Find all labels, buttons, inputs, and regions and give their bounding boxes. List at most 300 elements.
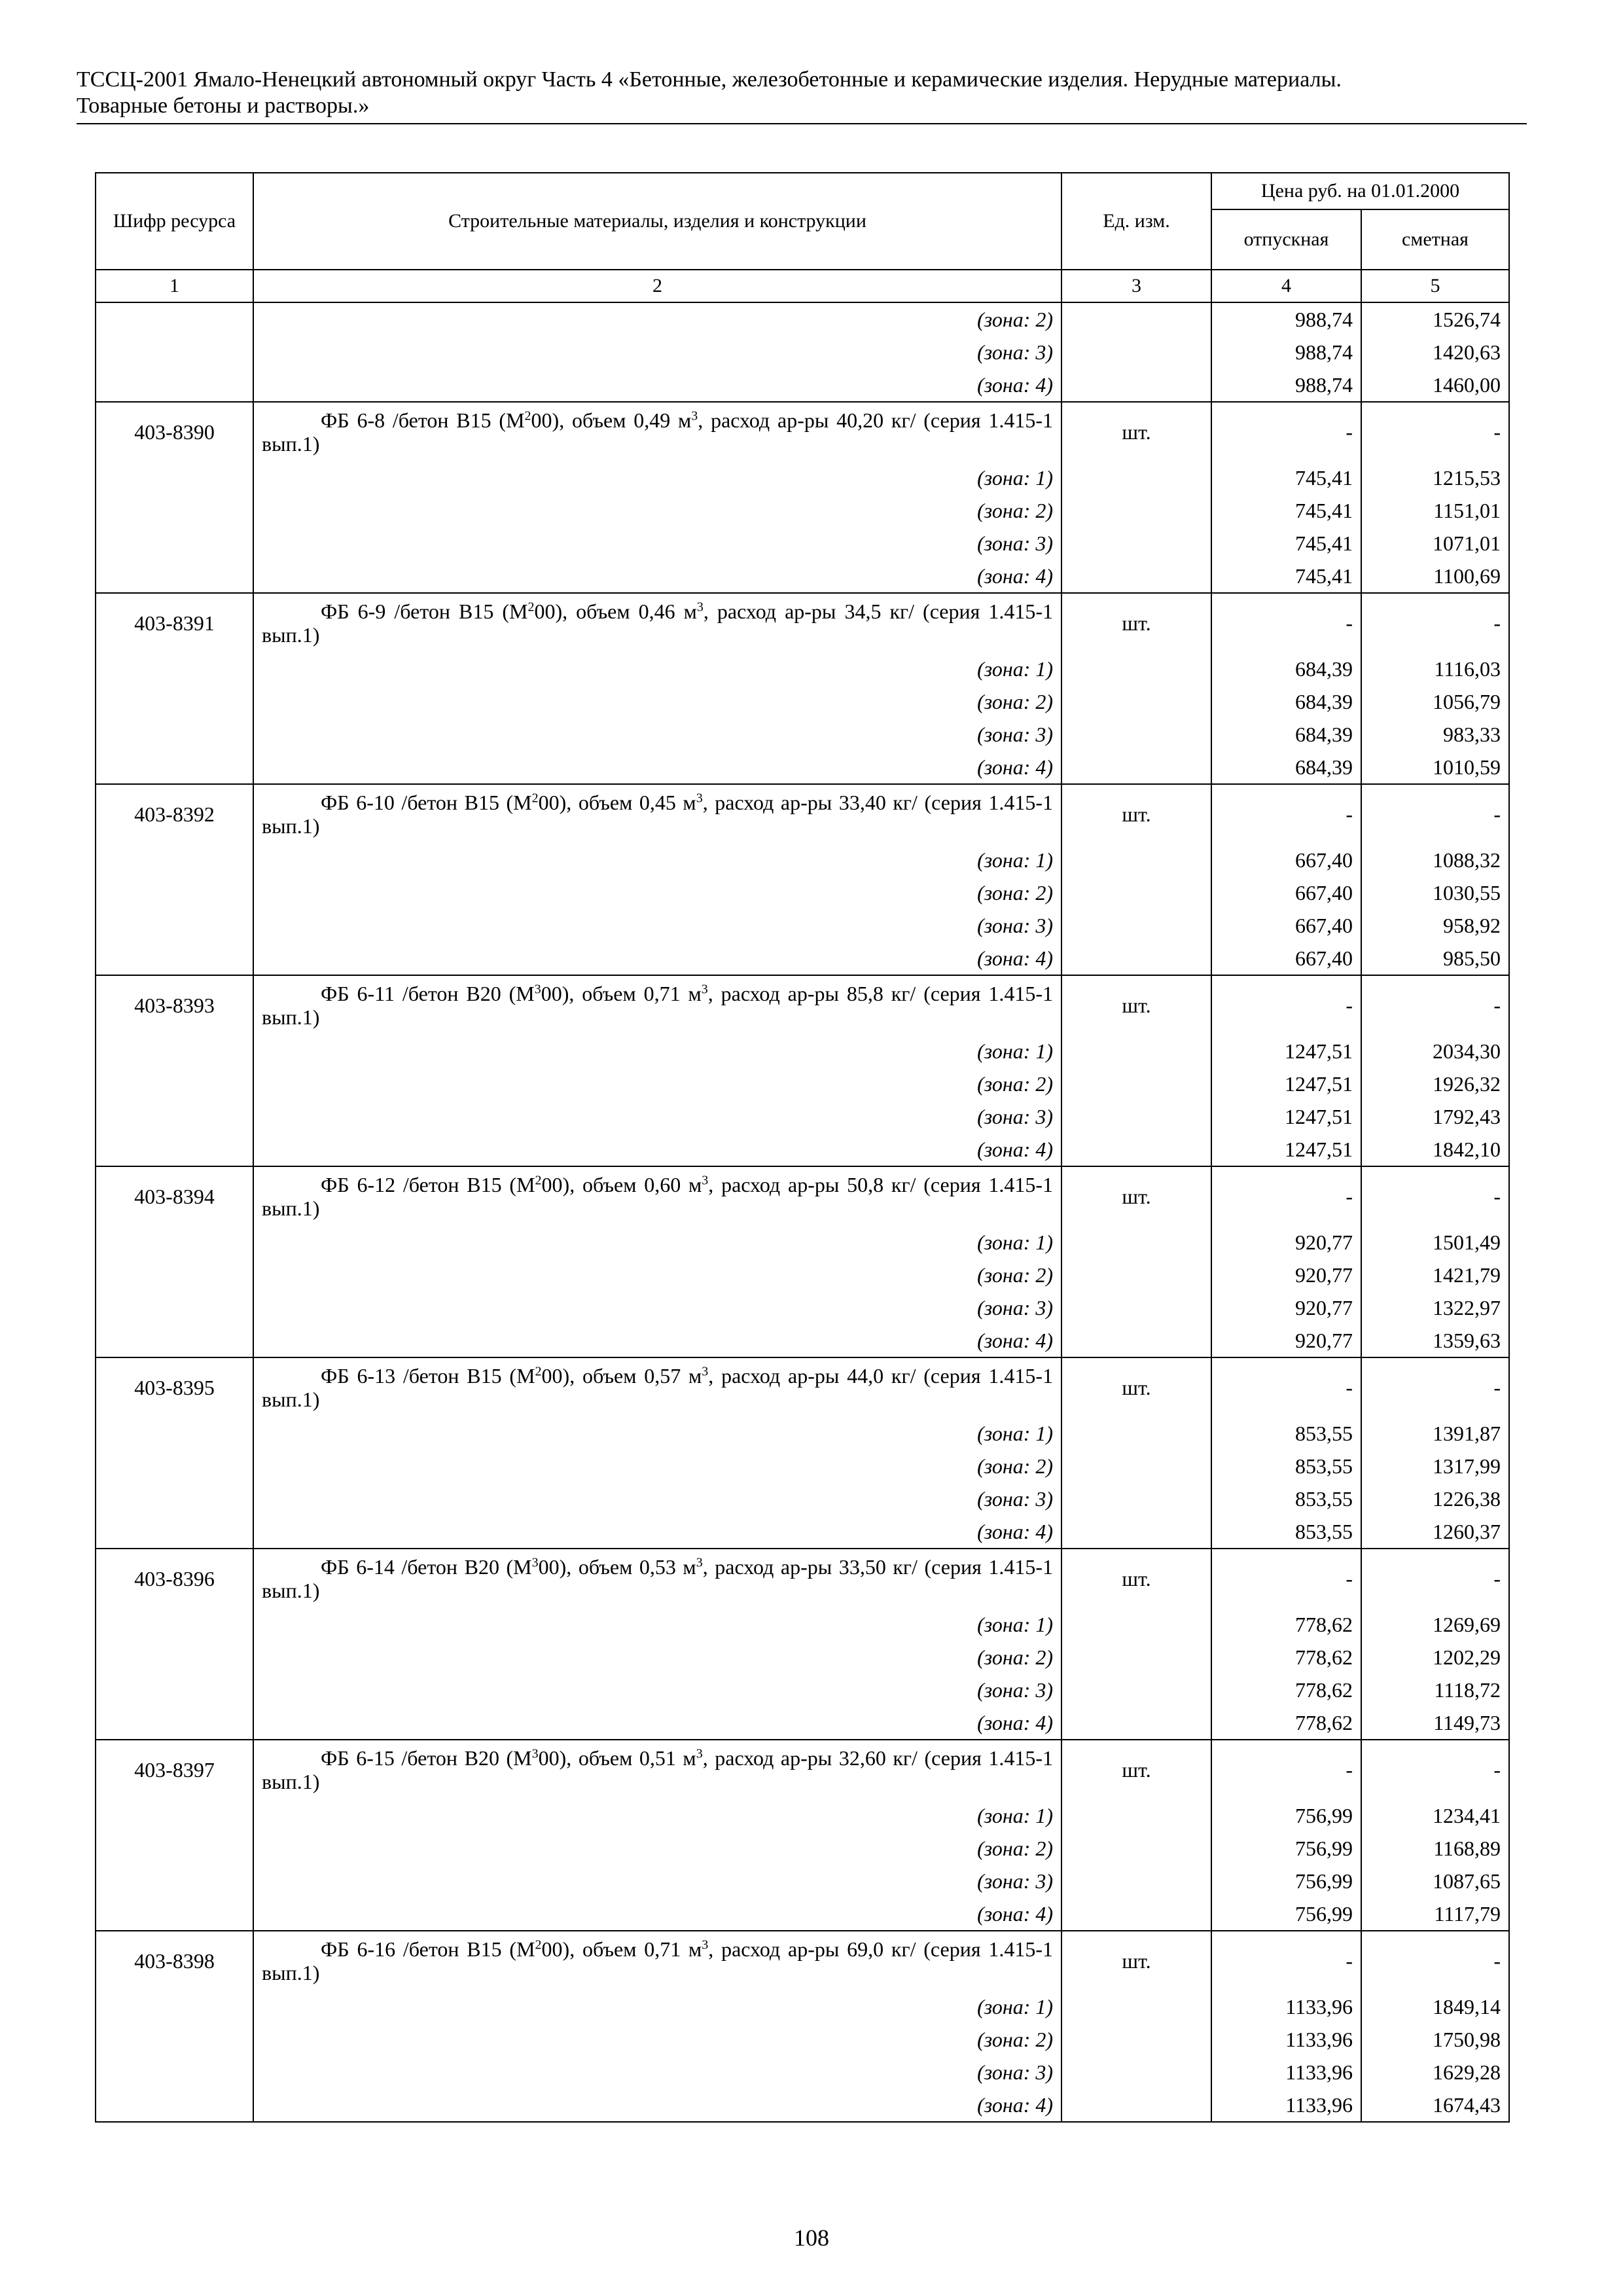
zone-price-row xyxy=(96,1674,1509,1706)
release-price: 853,55 xyxy=(1211,1417,1361,1450)
unit-cell-empty xyxy=(1061,336,1211,368)
zone-label: (зона: 1) xyxy=(253,1035,1061,1067)
release-price: 1247,51 xyxy=(1211,1067,1361,1100)
unit-cell-empty xyxy=(1061,302,1211,336)
name-part: 00), объем 0,71 м xyxy=(541,1937,702,1961)
zone-label: (зона: 4) xyxy=(253,1706,1061,1740)
resource-name xyxy=(253,402,1061,461)
zone-label: (зона: 2) xyxy=(253,302,1061,336)
release-price: - xyxy=(1211,1931,1361,1990)
name-part: , расход ар-ры 50,8 кг/ (серия 1.415-1 вып.1) xyxy=(262,1173,1054,1220)
name-part: , расход ар-ры 33,50 кг/ (серия 1.415-1 вып.1) xyxy=(262,1555,1054,1602)
release-price: 667,40 xyxy=(1211,844,1361,876)
zone-label: (зона: 1) xyxy=(253,653,1061,685)
zone-label: (зона: 1) xyxy=(253,1990,1061,2023)
release-price: 920,77 xyxy=(1211,1259,1361,1291)
header-estimate-price: сметная xyxy=(1361,209,1509,270)
zone-label: (зона: 4) xyxy=(253,560,1061,593)
release-price: 684,39 xyxy=(1211,685,1361,718)
unit: шт. xyxy=(1061,1357,1211,1417)
name-part: ФБ 6-11 /бетон В20 (М xyxy=(321,982,535,1005)
release-price: 1247,51 xyxy=(1211,1035,1361,1067)
header-name: Строительные материалы, изделия и конструкции xyxy=(253,173,1061,270)
unit-cell-empty xyxy=(1061,1865,1211,1897)
table-header xyxy=(96,173,1509,302)
zone-label: (зона: 3) xyxy=(253,1865,1061,1897)
name-part: , расход ар-ры 33,40 кг/ (серия 1.415-1 вып.1) xyxy=(262,791,1054,838)
estimate-price: 1100,69 xyxy=(1361,560,1509,593)
estimate-price: 1151,01 xyxy=(1361,494,1509,527)
estimate-price: 1116,03 xyxy=(1361,653,1509,685)
unit-cell-empty xyxy=(1061,494,1211,527)
column-number-row xyxy=(96,270,1509,302)
name-part: , расход ар-ры 44,0 кг/ (серия 1.415-1 вып.1) xyxy=(262,1364,1054,1411)
zone-price-row xyxy=(96,368,1509,402)
release-price: 988,74 xyxy=(1211,368,1361,402)
code-cell-empty xyxy=(96,2023,253,2056)
release-price: - xyxy=(1211,1357,1361,1417)
code-cell-empty xyxy=(96,1706,253,1740)
unit: шт. xyxy=(1061,1166,1211,1226)
zone-price-row xyxy=(96,302,1509,336)
zone-label: (зона: 4) xyxy=(253,942,1061,975)
release-price: - xyxy=(1211,1549,1361,1608)
estimate-price: 1087,65 xyxy=(1361,1865,1509,1897)
estimate-price: - xyxy=(1361,1166,1509,1226)
name-part: 00), объем 0,49 м xyxy=(531,408,692,432)
zone-price-row xyxy=(96,844,1509,876)
resource-code: 403-8391 xyxy=(96,593,253,653)
unit-cell-empty xyxy=(1061,1226,1211,1259)
zone-price-row xyxy=(96,1608,1509,1641)
zone-price-row xyxy=(96,909,1509,942)
zone-price-row xyxy=(96,1035,1509,1067)
release-price: - xyxy=(1211,1166,1361,1226)
unit-cell-empty xyxy=(1061,1100,1211,1133)
zone-label: (зона: 1) xyxy=(253,1608,1061,1641)
resource-code: 403-8395 xyxy=(96,1357,253,1417)
resource-code: 403-8393 xyxy=(96,975,253,1035)
superscript: 2 xyxy=(531,791,539,806)
release-price: - xyxy=(1211,1740,1361,1799)
column-number: 1 xyxy=(96,270,253,302)
estimate-price: 1420,63 xyxy=(1361,336,1509,368)
resource-row xyxy=(96,1740,1509,1799)
unit-cell-empty xyxy=(1061,1067,1211,1100)
name-part: ФБ 6-16 /бетон В15 (М xyxy=(321,1937,535,1961)
code-cell-empty xyxy=(96,685,253,718)
estimate-price: 1750,98 xyxy=(1361,2023,1509,2056)
column-number: 3 xyxy=(1061,270,1211,302)
zone-price-row xyxy=(96,1291,1509,1324)
zone-price-row xyxy=(96,876,1509,909)
zone-label: (зона: 3) xyxy=(253,718,1061,751)
code-cell-empty xyxy=(96,560,253,593)
header-line-2: Товарные бетоны и растворы.» xyxy=(77,94,370,118)
code-cell-empty xyxy=(96,844,253,876)
release-price: 1133,96 xyxy=(1211,2056,1361,2089)
unit-cell-empty xyxy=(1061,461,1211,494)
code-cell-empty xyxy=(96,1608,253,1641)
release-price: 778,62 xyxy=(1211,1706,1361,1740)
release-price: 988,74 xyxy=(1211,302,1361,336)
name-part: 00), объем 0,46 м xyxy=(534,600,697,623)
unit-cell-empty xyxy=(1061,1259,1211,1291)
release-price: - xyxy=(1211,402,1361,461)
code-cell-empty xyxy=(96,1832,253,1865)
superscript: 3 xyxy=(691,408,698,423)
estimate-price: 1842,10 xyxy=(1361,1133,1509,1166)
unit: шт. xyxy=(1061,402,1211,461)
resource-name xyxy=(253,784,1061,844)
release-price: - xyxy=(1211,975,1361,1035)
zone-price-row xyxy=(96,1226,1509,1259)
code-cell-empty xyxy=(96,942,253,975)
release-price: 988,74 xyxy=(1211,336,1361,368)
estimate-price: 1421,79 xyxy=(1361,1259,1509,1291)
estimate-price: 1030,55 xyxy=(1361,876,1509,909)
superscript: 3 xyxy=(702,1937,709,1952)
resource-name xyxy=(253,1931,1061,1990)
estimate-price: 1234,41 xyxy=(1361,1799,1509,1832)
resource-code: 403-8398 xyxy=(96,1931,253,1990)
code-cell-empty xyxy=(96,1515,253,1549)
release-price: 853,55 xyxy=(1211,1482,1361,1515)
unit-cell-empty xyxy=(1061,527,1211,560)
zone-label: (зона: 1) xyxy=(253,1417,1061,1450)
table-body xyxy=(96,302,1509,2122)
zone-label: (зона: 2) xyxy=(253,1067,1061,1100)
price-table xyxy=(95,172,1510,2123)
zone-label: (зона: 2) xyxy=(253,1259,1061,1291)
estimate-price: 1526,74 xyxy=(1361,302,1509,336)
superscript: 3 xyxy=(534,982,541,997)
header-release-price: отпускная xyxy=(1211,209,1361,270)
superscript: 2 xyxy=(535,1173,542,1188)
unit-cell-empty xyxy=(1061,1417,1211,1450)
code-cell-empty xyxy=(96,1417,253,1450)
code-cell-empty xyxy=(96,1100,253,1133)
zone-label: (зона: 3) xyxy=(253,1674,1061,1706)
estimate-price: 1215,53 xyxy=(1361,461,1509,494)
name-part: ФБ 6-8 /бетон В15 (М xyxy=(321,408,525,432)
estimate-price: 1118,72 xyxy=(1361,1674,1509,1706)
release-price: 1247,51 xyxy=(1211,1100,1361,1133)
estimate-price: 1391,87 xyxy=(1361,1417,1509,1450)
name-part: ФБ 6-15 /бетон В20 (М xyxy=(321,1746,532,1770)
code-cell-empty xyxy=(96,653,253,685)
estimate-price: - xyxy=(1361,593,1509,653)
zone-label: (зона: 1) xyxy=(253,461,1061,494)
zone-label: (зона: 1) xyxy=(253,1799,1061,1832)
column-number: 5 xyxy=(1361,270,1509,302)
code-cell-empty xyxy=(96,302,253,336)
estimate-price: - xyxy=(1361,402,1509,461)
unit-cell-empty xyxy=(1061,653,1211,685)
estimate-price: 1117,79 xyxy=(1361,1897,1509,1931)
zone-label: (зона: 2) xyxy=(253,1641,1061,1674)
estimate-price: 1168,89 xyxy=(1361,1832,1509,1865)
code-cell-empty xyxy=(96,1897,253,1931)
resource-name xyxy=(253,975,1061,1035)
column-number: 4 xyxy=(1211,270,1361,302)
release-price: 756,99 xyxy=(1211,1832,1361,1865)
zone-price-row xyxy=(96,718,1509,751)
resource-name xyxy=(253,593,1061,653)
unit-cell-empty xyxy=(1061,1990,1211,2023)
zone-price-row xyxy=(96,1706,1509,1740)
unit-cell-empty xyxy=(1061,876,1211,909)
zone-price-row xyxy=(96,1450,1509,1482)
zone-price-row xyxy=(96,1897,1509,1931)
code-cell-empty xyxy=(96,1450,253,1482)
unit-cell-empty xyxy=(1061,718,1211,751)
column-number: 2 xyxy=(253,270,1061,302)
release-price: 1133,96 xyxy=(1211,1990,1361,2023)
estimate-price: - xyxy=(1361,784,1509,844)
zone-label: (зона: 4) xyxy=(253,1515,1061,1549)
release-price: 667,40 xyxy=(1211,876,1361,909)
release-price: 684,39 xyxy=(1211,751,1361,784)
zone-label: (зона: 3) xyxy=(253,527,1061,560)
zone-price-row xyxy=(96,1067,1509,1100)
estimate-price: 1501,49 xyxy=(1361,1226,1509,1259)
estimate-price: 1269,69 xyxy=(1361,1608,1509,1641)
zone-price-row xyxy=(96,1259,1509,1291)
zone-price-row xyxy=(96,685,1509,718)
superscript: 2 xyxy=(535,1937,542,1952)
estimate-price: - xyxy=(1361,1740,1509,1799)
superscript: 3 xyxy=(701,982,708,997)
superscript: 3 xyxy=(696,1555,703,1570)
release-price: 778,62 xyxy=(1211,1674,1361,1706)
zone-price-row xyxy=(96,1100,1509,1133)
code-cell-empty xyxy=(96,336,253,368)
zone-label: (зона: 3) xyxy=(253,1482,1061,1515)
code-cell-empty xyxy=(96,1259,253,1291)
zone-price-row xyxy=(96,1799,1509,1832)
release-price: 853,55 xyxy=(1211,1450,1361,1482)
code-cell-empty xyxy=(96,494,253,527)
unit: шт. xyxy=(1061,1931,1211,1990)
resource-row xyxy=(96,975,1509,1035)
unit-cell-empty xyxy=(1061,560,1211,593)
release-price: 684,39 xyxy=(1211,653,1361,685)
resource-code: 403-8394 xyxy=(96,1166,253,1226)
zone-label: (зона: 2) xyxy=(253,685,1061,718)
resource-row xyxy=(96,1166,1509,1226)
unit: шт. xyxy=(1061,784,1211,844)
estimate-price: 1149,73 xyxy=(1361,1706,1509,1740)
unit-cell-empty xyxy=(1061,1897,1211,1931)
estimate-price: 985,50 xyxy=(1361,942,1509,975)
unit-cell-empty xyxy=(1061,1515,1211,1549)
superscript: 3 xyxy=(696,1746,703,1761)
zone-price-row xyxy=(96,653,1509,685)
header-unit: Ед. изм. xyxy=(1061,173,1211,270)
estimate-price: 1322,97 xyxy=(1361,1291,1509,1324)
estimate-price: 1010,59 xyxy=(1361,751,1509,784)
unit-cell-empty xyxy=(1061,1450,1211,1482)
resource-code: 403-8396 xyxy=(96,1549,253,1608)
unit-cell-empty xyxy=(1061,1291,1211,1324)
zone-label: (зона: 4) xyxy=(253,1133,1061,1166)
release-price: 853,55 xyxy=(1211,1515,1361,1549)
release-price: 745,41 xyxy=(1211,560,1361,593)
name-part: , расход ар-ры 32,60 кг/ (серия 1.415-1 вып.1) xyxy=(262,1746,1054,1793)
zone-label: (зона: 2) xyxy=(253,876,1061,909)
name-part: 00), объем 0,53 м xyxy=(538,1555,696,1579)
name-part: , расход ар-ры 34,5 кг/ (серия 1.415-1 вып.1) xyxy=(262,600,1053,647)
resource-row xyxy=(96,784,1509,844)
estimate-price: 1674,43 xyxy=(1361,2089,1509,2122)
zone-label: (зона: 4) xyxy=(253,1897,1061,1931)
resource-code: 403-8390 xyxy=(96,402,253,461)
unit-cell-empty xyxy=(1061,2089,1211,2122)
name-part: , расход ар-ры 69,0 кг/ (серия 1.415-1 вып.1) xyxy=(262,1937,1054,1984)
code-cell-empty xyxy=(96,1226,253,1259)
release-price: - xyxy=(1211,784,1361,844)
zone-price-row xyxy=(96,560,1509,593)
resource-name xyxy=(253,1166,1061,1226)
name-part: ФБ 6-10 /бетон В15 (М xyxy=(321,791,532,814)
estimate-price: 1260,37 xyxy=(1361,1515,1509,1549)
estimate-price: 1317,99 xyxy=(1361,1450,1509,1482)
header-divider xyxy=(77,123,1527,124)
zone-price-row xyxy=(96,494,1509,527)
code-cell-empty xyxy=(96,1035,253,1067)
code-cell-empty xyxy=(96,751,253,784)
zone-price-row xyxy=(96,1324,1509,1357)
unit: шт. xyxy=(1061,1549,1211,1608)
estimate-price: 1202,29 xyxy=(1361,1641,1509,1674)
zone-label: (зона: 4) xyxy=(253,368,1061,402)
unit-cell-empty xyxy=(1061,1133,1211,1166)
release-price: 756,99 xyxy=(1211,1897,1361,1931)
name-part: 00), объем 0,57 м xyxy=(541,1364,702,1388)
zone-label: (зона: 2) xyxy=(253,1832,1061,1865)
code-cell-empty xyxy=(96,718,253,751)
name-part: , расход ар-ры 40,20 кг/ (серия 1.415-1 вып.1) xyxy=(262,408,1054,456)
unit: шт. xyxy=(1061,975,1211,1035)
unit: шт. xyxy=(1061,1740,1211,1799)
release-price: 1133,96 xyxy=(1211,2023,1361,2056)
name-part: ФБ 6-9 /бетон В15 (М xyxy=(321,600,528,623)
estimate-price: 1071,01 xyxy=(1361,527,1509,560)
release-price: 667,40 xyxy=(1211,942,1361,975)
zone-price-row xyxy=(96,2089,1509,2122)
code-cell-empty xyxy=(96,1482,253,1515)
code-cell-empty xyxy=(96,2056,253,2089)
resource-row xyxy=(96,1549,1509,1608)
resource-row xyxy=(96,1357,1509,1417)
estimate-price: - xyxy=(1361,1931,1509,1990)
unit-cell-empty xyxy=(1061,1608,1211,1641)
release-price: 756,99 xyxy=(1211,1799,1361,1832)
release-price: 1247,51 xyxy=(1211,1133,1361,1166)
unit-cell-empty xyxy=(1061,1706,1211,1740)
zone-price-row xyxy=(96,527,1509,560)
unit-cell-empty xyxy=(1061,1832,1211,1865)
code-cell-empty xyxy=(96,527,253,560)
code-cell-empty xyxy=(96,461,253,494)
name-part: ФБ 6-12 /бетон В15 (М xyxy=(321,1173,535,1196)
unit: шт. xyxy=(1061,593,1211,653)
zone-label: (зона: 2) xyxy=(253,2023,1061,2056)
estimate-price: 1926,32 xyxy=(1361,1067,1509,1100)
estimate-price: 958,92 xyxy=(1361,909,1509,942)
zone-price-row xyxy=(96,1865,1509,1897)
zone-label: (зона: 3) xyxy=(253,336,1061,368)
unit-cell-empty xyxy=(1061,942,1211,975)
resource-name xyxy=(253,1357,1061,1417)
superscript: 3 xyxy=(702,1364,709,1379)
code-cell-empty xyxy=(96,368,253,402)
zone-price-row xyxy=(96,1482,1509,1515)
estimate-price: 1056,79 xyxy=(1361,685,1509,718)
zone-label: (зона: 4) xyxy=(253,1324,1061,1357)
resource-row xyxy=(96,402,1509,461)
code-cell-empty xyxy=(96,909,253,942)
unit-cell-empty xyxy=(1061,1799,1211,1832)
estimate-price: 1629,28 xyxy=(1361,2056,1509,2089)
release-price: 667,40 xyxy=(1211,909,1361,942)
release-price: 778,62 xyxy=(1211,1641,1361,1674)
name-part: ФБ 6-14 /бетон В20 (М xyxy=(321,1555,532,1579)
superscript: 2 xyxy=(535,1364,542,1379)
name-part: 00), объем 0,51 м xyxy=(538,1746,696,1770)
code-cell-empty xyxy=(96,1799,253,1832)
zone-label: (зона: 3) xyxy=(253,909,1061,942)
zone-price-row xyxy=(96,461,1509,494)
unit-cell-empty xyxy=(1061,844,1211,876)
release-price: 778,62 xyxy=(1211,1608,1361,1641)
release-price: 920,77 xyxy=(1211,1291,1361,1324)
resource-code: 403-8397 xyxy=(96,1740,253,1799)
header-price-group: Цена руб. на 01.01.2000 xyxy=(1211,173,1509,209)
name-part: 00), объем 0,60 м xyxy=(541,1173,702,1196)
release-price: 920,77 xyxy=(1211,1324,1361,1357)
unit-cell-empty xyxy=(1061,1641,1211,1674)
zone-price-row xyxy=(96,336,1509,368)
zone-price-row xyxy=(96,942,1509,975)
superscript: 3 xyxy=(531,1746,539,1761)
estimate-price: - xyxy=(1361,1549,1509,1608)
superscript: 2 xyxy=(527,600,535,615)
superscript: 3 xyxy=(531,1555,539,1570)
estimate-price: 1226,38 xyxy=(1361,1482,1509,1515)
code-cell-empty xyxy=(96,1674,253,1706)
code-cell-empty xyxy=(96,1133,253,1166)
zone-label: (зона: 2) xyxy=(253,494,1061,527)
estimate-price: - xyxy=(1361,975,1509,1035)
resource-code: 403-8392 xyxy=(96,784,253,844)
release-price: 684,39 xyxy=(1211,718,1361,751)
unit-cell-empty xyxy=(1061,1674,1211,1706)
release-price: 745,41 xyxy=(1211,494,1361,527)
zone-label: (зона: 3) xyxy=(253,1100,1061,1133)
zone-label: (зона: 2) xyxy=(253,1450,1061,1482)
code-cell-empty xyxy=(96,1990,253,2023)
release-price: 920,77 xyxy=(1211,1226,1361,1259)
unit-cell-empty xyxy=(1061,751,1211,784)
zone-label: (зона: 4) xyxy=(253,2089,1061,2122)
zone-label: (зона: 3) xyxy=(253,2056,1061,2089)
zone-price-row xyxy=(96,1515,1509,1549)
release-price: 756,99 xyxy=(1211,1865,1361,1897)
release-price: 745,41 xyxy=(1211,461,1361,494)
header-line-1: ТССЦ-2001 Ямало-Ненецкий автономный округ Часть 4 «Бетонные, железобетонные и керамические изделия. Нерудные материалы. xyxy=(77,67,1342,92)
